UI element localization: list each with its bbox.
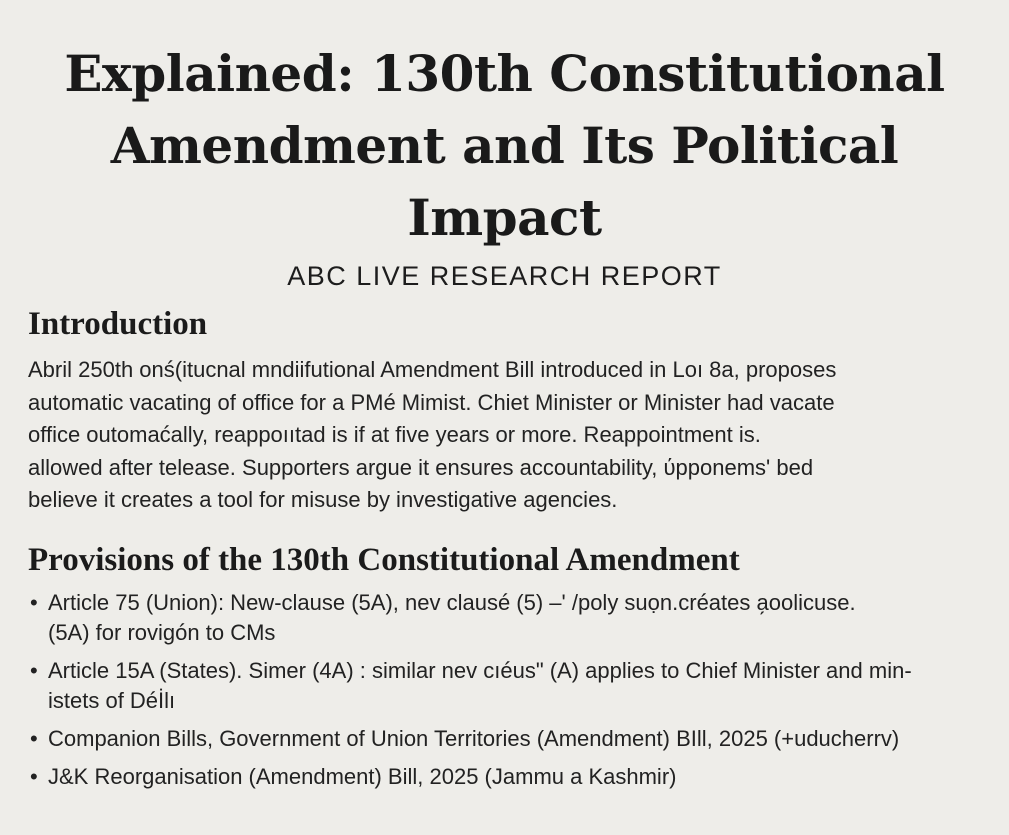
title-line-1: Explained: 130th Constitutional (64, 44, 945, 103)
list-item (28, 762, 981, 792)
list-item (28, 588, 981, 648)
bullet-icon: • (30, 763, 38, 789)
provisions-list (28, 588, 981, 792)
list-item-text: J&K Reorganisation (Amendment) Bill, 2025 (Jammu a Kashmir) (48, 763, 677, 789)
intro-line: automatic vacating of office for a PMé Mimist. Chiet Minister or Minister had vacate (28, 389, 835, 415)
list-item (28, 656, 981, 716)
list-item-text: istets of Déİlı (48, 687, 176, 713)
article-title (28, 38, 981, 254)
intro-line: believe it creates a tool for misuse by investigative agencies. (28, 487, 618, 512)
report-subtitle: ABC LIVE RESEARCH REPORT (287, 261, 722, 291)
bullet-icon: • (30, 589, 38, 615)
title-line-3: Impact (407, 188, 602, 247)
intro-line: allowed after telease. Supporters argue it ensures accountability, ύpponems' bed (28, 454, 814, 480)
bullet-icon: • (30, 725, 38, 751)
intro-line: office outomaćally, reappoııtad is if at five years or more. Reappointment is. (28, 422, 761, 447)
bullet-icon: • (30, 657, 38, 683)
list-item-text: (5A) for rovigón to CMs (48, 619, 276, 645)
list-item-text: Article 75 (Union): New-clause (5A), nev clausé (5) –' /poly suọn.créates a̗oolicuse. (48, 589, 856, 615)
title-line-2: Amendment and Its Political (110, 116, 899, 175)
list-item (28, 724, 981, 754)
list-item-text: Companion Bills, Government of Union Territories (Amendment) BIll, 2025 (+uducherrv) (48, 725, 900, 751)
introduction-heading: Introduction (28, 306, 208, 342)
provisions-heading: Provisions of the 130th Constitutional Amendment (28, 541, 740, 578)
list-item-text: Article 15A (States). Simer (4A) : similar nev cıéus" (A) applies to Chief Minister and min- (48, 657, 912, 683)
introduction-body (28, 354, 973, 517)
intro-line: Abril 250th onś(itucnal mndiifutional Amendment Bill introduced in Loı 8a, proposes (28, 357, 837, 382)
